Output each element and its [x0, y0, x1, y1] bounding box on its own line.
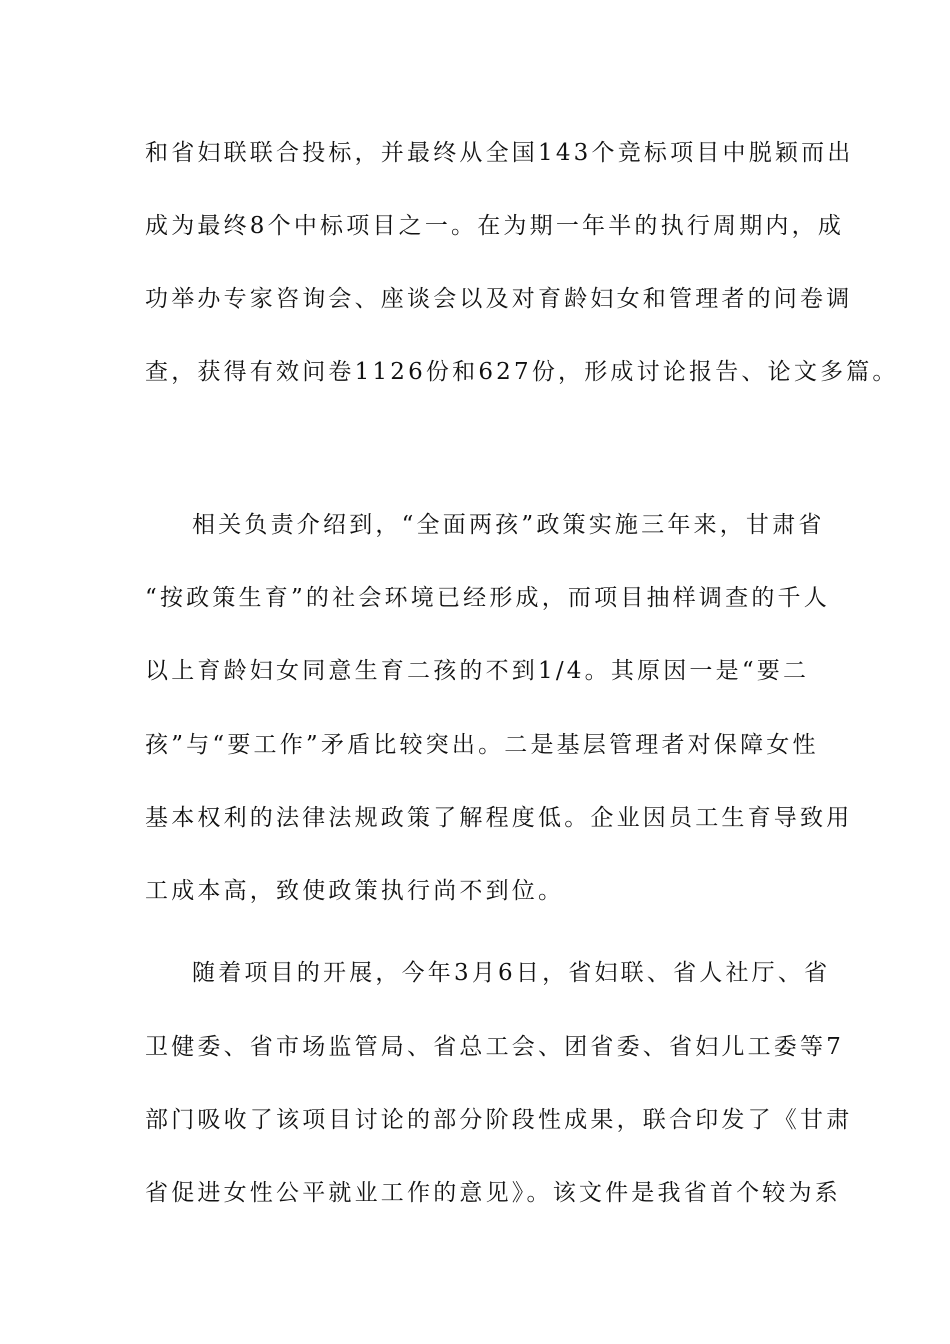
text-line: 查，获得有效问卷1126份和627份，形成讨论报告、论文多篇。	[145, 359, 899, 385]
text-line: “按政策生育”的社会环境已经形成，而项目抽样调查的千人	[145, 585, 830, 611]
text-line: 基本权利的法律法规政策了解程度低。企业因员工生育导致用	[145, 805, 853, 831]
text-line: 和省妇联联合投标，并最终从全国143个竞标项目中脱颖而出	[145, 140, 854, 166]
text-line: 省促进女性公平就业工作的意见》。该文件是我省首个较为系	[145, 1180, 841, 1206]
text-line: 成为最终8个中标项目之一。在为期一年半的执行周期内，成	[145, 213, 845, 239]
text-line: 部门吸收了该项目讨论的部分阶段性成果，联合印发了《甘肃	[145, 1107, 853, 1133]
text-line: 功举办专家咨询会、座谈会以及对育龄妇女和管理者的问卷调	[145, 286, 853, 312]
text-line: 相关负责介绍到，“全面两孩”政策实施三年来，甘肃省	[192, 512, 825, 538]
text-line: 工成本高，致使政策执行尚不到位。	[145, 878, 565, 904]
text-line: 卫健委、省市场监管局、省总工会、团省委、省妇儿工委等7	[145, 1034, 845, 1060]
text-line: 随着项目的开展，今年3月6日，省妇联、省人社厅、省	[192, 960, 831, 986]
text-line: 孩”与“要工作”矛盾比较突出。二是基层管理者对保障女性	[145, 732, 819, 758]
text-line: 以上育龄妇女同意生育二孩的不到1/4。其原因一是“要二	[145, 658, 810, 684]
